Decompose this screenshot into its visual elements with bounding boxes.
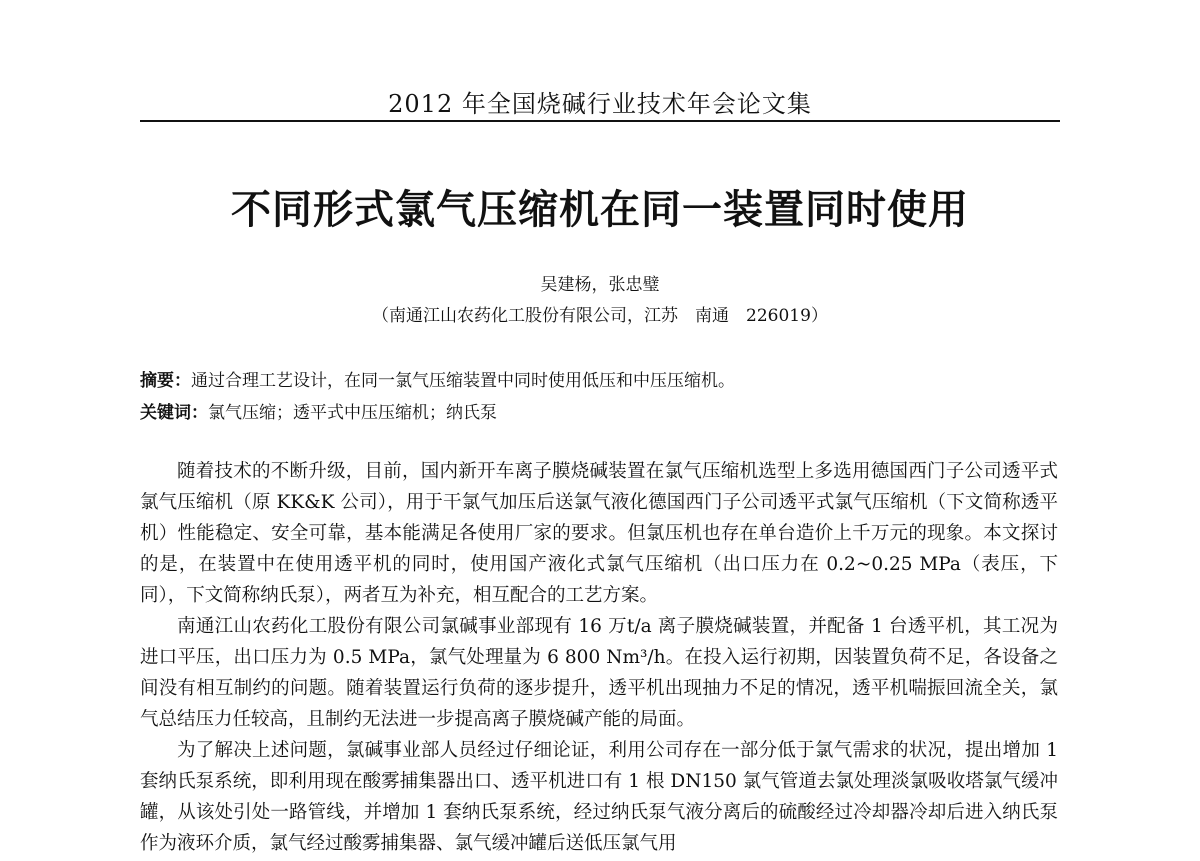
- keywords-label: 关键词：: [140, 403, 208, 423]
- paragraph: 为了解决上述问题，氯碱事业部人员经过仔细论证，利用公司存在一部分低于氯气需求的状况，提出增加 1 套纳氏泵系统，即利用现在酸雾捕集器出口、透平机进口有 1 根 DN150 氯气管道去氯处理淡氯吸收塔氯气缓冲罐，从该处引处一路管线，并增加 1 套纳氏泵系统，经过纳氏泵气液分离后的硫酸经过冷却器冷却后进入纳氏泵作为液环介质，氯气经过酸雾捕集器、氯气缓冲罐后送低压氯气用: [140, 740, 1058, 854]
- abstract-label: 摘要：: [140, 371, 191, 391]
- abstract-text: 通过合理工艺设计，在同一氯气压缩装置中同时使用低压和中压压缩机。: [191, 371, 735, 391]
- paragraph: 南通江山农药化工股份有限公司氯碱事业部现有 16 万t/a 离子膜烧碱装置，并配备 1 台透平机，其工况为进口平压，出口压力为 0.5 MPa，氯气处理量为 6 800 Nm³/h。在投入运行初期，因装置负荷不足，各设备之间没有相互制约的问题。随着装置运行负荷的逐步提升，透平机出现抽力不足的情况，透平机喘振回流全关，氯气总结压力任较高，且制约无法进一步提高离子膜烧碱产能的局面。: [140, 616, 1058, 730]
- keywords: [140, 398, 1060, 423]
- authors: 吴建杨，张忠璧: [540, 275, 660, 295]
- paper-title: 不同形式氯气压缩机在同一装置同时使用: [231, 187, 969, 233]
- keywords-text: 氯气压缩；透平式中压压缩机；纳氏泵: [208, 403, 497, 423]
- body-text: [140, 456, 1058, 859]
- header-rule: [140, 120, 1060, 122]
- running-header: 2012 年全国烧碱行业技术年会论文集: [388, 90, 812, 118]
- abstract: [140, 366, 1060, 391]
- affiliation: （南通江山农药化工股份有限公司，江苏 南通 226019）: [372, 306, 828, 326]
- paragraph: 随着技术的不断升级，目前，国内新开车离子膜烧碱装置在氯气压缩机选型上多选用德国西门子公司透平式氯气压缩机（原 KK&K 公司），用于干氯气加压后送氯气液化德国西门子公司透平式氯气压缩机（下文简称透平机）性能稳定、安全可靠，基本能满足各使用厂家的要求。但氯压机也存在单台造价上千万元的现象。本文探讨的是，在装置中在使用透平机的同时，使用国产液化式氯气压缩机（出口压力在 0.2~0.25 MPa（表压，下同），下文简称纳氏泵），两者互为补充，相互配合的工艺方案。: [140, 461, 1058, 606]
